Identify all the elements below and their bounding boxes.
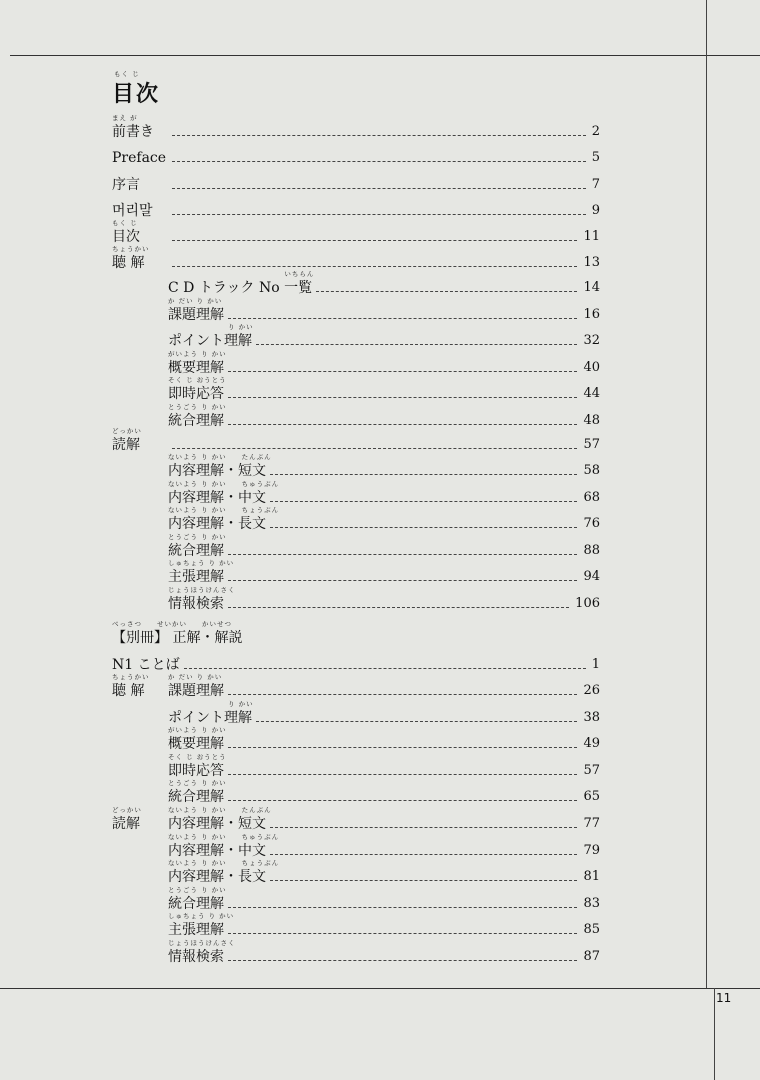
entry-text: Preface	[112, 150, 167, 166]
toc-entry-label	[168, 376, 227, 404]
page-ref: 57	[583, 762, 600, 778]
leader-dots	[228, 774, 577, 775]
toc-entry-label	[168, 885, 227, 914]
page-ref: 68	[583, 489, 600, 505]
toc-entry[interactable]	[0, 245, 760, 273]
toc-entry-label	[168, 270, 315, 298]
page-ref: 9	[591, 203, 600, 218]
toc-entry-label	[168, 532, 227, 561]
entry-ruby: しゅちょう り かい	[168, 559, 235, 568]
entry-ruby: とうごう り かい	[168, 402, 227, 411]
appendix-listening-label-ruby: ちょうかい	[112, 673, 150, 681]
entry-text: 内容理解・長文	[168, 869, 266, 886]
toc-entry[interactable]	[0, 506, 760, 534]
entry-ruby: ないよう り かい ちょうぶん	[168, 506, 280, 515]
toc-entry-label	[168, 323, 254, 351]
entry-ruby: ないよう り かい たんぶん	[168, 453, 272, 461]
toc-entry[interactable]	[0, 453, 760, 481]
toc-entry-label	[168, 779, 227, 807]
page-ref: 48	[583, 412, 600, 428]
entry-text: 統合理解	[168, 789, 224, 805]
entry-ruby: がいよう り かい	[168, 349, 227, 358]
entry-ruby: そく じ おうとう	[168, 376, 227, 384]
entry-text: 統合理解	[168, 412, 224, 429]
entry-ruby: ないよう り かい ちゅうぶん	[168, 832, 280, 841]
appendix-heading-ruby: べっさつ せいかい かいせつ	[112, 620, 232, 628]
entry-ruby: ないよう り かい ちょうぶん	[168, 859, 280, 868]
toc-entry-label	[168, 296, 224, 325]
toc-entry-label	[112, 148, 166, 168]
leader-dots	[316, 291, 577, 292]
page-ref: 85	[583, 922, 600, 938]
entry-text: 読解	[112, 437, 140, 453]
entry-ruby: り かい	[228, 699, 254, 708]
entry-ruby: ないよう り かい ちゅうぶん	[168, 479, 280, 488]
toc-entry[interactable]	[0, 859, 760, 887]
entry-ruby: か だい り かい	[168, 296, 223, 305]
entry-text: 序言	[112, 177, 140, 193]
leader-dots	[228, 371, 577, 372]
entry-text: ポイント理解	[168, 709, 252, 726]
page-ref: 26	[583, 683, 600, 698]
entry-text: 内容理解・中文	[168, 489, 266, 506]
toc-entry-label	[168, 912, 235, 940]
toc-entry[interactable]	[0, 726, 760, 754]
leader-dots	[228, 580, 577, 581]
leader-dots	[256, 344, 577, 345]
toc-entry[interactable]	[0, 349, 760, 378]
page-ref: 79	[583, 842, 600, 858]
toc-entry-label	[168, 699, 254, 728]
leader-dots	[228, 933, 577, 934]
toc-entry[interactable]	[0, 699, 760, 728]
leader-dots	[172, 448, 577, 449]
page-ref: 106	[575, 596, 600, 611]
toc-entry[interactable]	[0, 586, 760, 614]
page-ref: 81	[583, 869, 600, 885]
toc-entry-label	[112, 655, 180, 675]
page-ref: 38	[583, 709, 600, 725]
toc-entry[interactable]	[0, 270, 760, 298]
page-ref: 14	[583, 280, 600, 295]
entry-text: 머리말	[112, 203, 153, 219]
page-ref: 1	[591, 657, 600, 672]
toc-entry-label	[168, 349, 227, 378]
appendix-heading	[112, 620, 243, 648]
toc-entry[interactable]	[0, 427, 760, 455]
toc-entry[interactable]	[0, 559, 760, 587]
toc-entry-label	[168, 586, 236, 614]
entry-text: 即時応答	[168, 386, 224, 402]
appendix-heading-text: 【別冊】 正解・解説	[112, 630, 243, 646]
entry-text: 内容理解・中文	[168, 842, 266, 859]
page-ref: 83	[583, 895, 600, 911]
toc-entry-label	[168, 726, 227, 754]
leader-dots	[270, 501, 577, 502]
toc-entry-label	[112, 175, 140, 195]
entry-ruby: じょうほうけんさく	[168, 586, 236, 594]
page-title: 目次	[112, 81, 161, 107]
page-ref: 32	[583, 333, 600, 348]
page-ref: 44	[583, 386, 600, 401]
entry-ruby: ちょうかい	[112, 245, 150, 253]
entry-text: 聴 解	[112, 255, 145, 271]
leader-dots	[172, 135, 586, 136]
page-ref: 76	[583, 516, 600, 532]
page-ref: 2	[591, 124, 600, 139]
toc-entry-label	[168, 806, 272, 834]
page-ref: 13	[583, 255, 600, 270]
leader-dots	[172, 214, 586, 215]
leader-dots	[270, 854, 577, 855]
toc-entry-label	[112, 245, 150, 273]
leader-dots	[228, 607, 569, 608]
toc-entry[interactable]	[0, 939, 760, 967]
entry-ruby: じょうほうけんさく	[168, 939, 236, 947]
entry-text: C D トラック No 一覧	[168, 280, 313, 296]
leader-dots	[270, 827, 577, 828]
leader-dots	[228, 694, 577, 695]
title-ruby: もく じ	[114, 70, 140, 78]
toc-entry-label	[168, 453, 272, 481]
page-ref: 5	[591, 150, 600, 165]
toc-entry-label	[168, 859, 280, 887]
toc-entry[interactable]	[0, 655, 760, 675]
entry-ruby: まえ が	[112, 114, 138, 122]
toc-entry-label	[168, 402, 227, 431]
entry-ruby: ないよう り かい たんぶん	[168, 806, 272, 814]
page-ref: 88	[583, 542, 600, 558]
entry-text: 統合理解	[168, 542, 224, 559]
page-ref: 7	[591, 177, 600, 192]
leader-dots	[228, 397, 577, 398]
toc-entry[interactable]	[0, 832, 760, 861]
appendix-reading-label-ruby: どっかい	[112, 806, 142, 814]
entry-text: 課題理解	[168, 683, 224, 699]
entry-text: 情報検索	[168, 596, 224, 612]
page-ref: 49	[583, 736, 600, 751]
leader-dots	[228, 907, 577, 908]
footer-divider	[714, 988, 715, 1080]
entry-ruby: とうごう り かい	[168, 779, 227, 787]
entry-ruby: しゅちょう り かい	[168, 912, 235, 921]
toc-entry[interactable]	[0, 175, 760, 195]
toc-entry[interactable]	[0, 114, 760, 142]
leader-dots	[228, 800, 577, 801]
toc-entry[interactable]	[0, 779, 760, 807]
entry-text: 主張理解	[168, 569, 224, 586]
toc-entry[interactable]	[0, 219, 760, 247]
leader-dots	[184, 668, 586, 669]
toc-entry[interactable]	[0, 479, 760, 508]
page-ref: 11	[583, 229, 600, 244]
entry-ruby: もく じ	[112, 219, 138, 227]
toc-entry-label	[168, 832, 280, 861]
leader-dots	[228, 960, 577, 961]
appendix-reading-label-text: 読解	[112, 816, 140, 832]
entry-text: ポイント理解	[168, 333, 252, 349]
toc-entry[interactable]	[0, 912, 760, 940]
toc-entry[interactable]	[0, 885, 760, 914]
entry-ruby: そく じ おうとう	[168, 752, 227, 761]
entry-text: 前書き	[112, 124, 154, 140]
page-ref: 65	[583, 789, 600, 804]
toc-entry[interactable]	[0, 752, 760, 781]
toc-entry-label	[168, 673, 224, 701]
leader-dots	[256, 721, 577, 722]
page-ref: 40	[583, 359, 600, 375]
toc-entry[interactable]	[0, 201, 760, 221]
entry-ruby: か だい り かい	[168, 673, 223, 681]
entry-text: N1 ことば	[112, 657, 180, 673]
entry-text: 内容理解・短文	[168, 816, 266, 832]
entry-ruby: がいよう り かい	[168, 726, 227, 734]
entry-text: 即時応答	[168, 762, 224, 779]
toc-entry[interactable]	[0, 532, 760, 561]
entry-ruby: いちらん	[284, 270, 315, 278]
entry-text: 情報検索	[168, 949, 224, 965]
leader-dots	[172, 240, 577, 241]
toc-entry-label	[112, 219, 140, 247]
page-ref: 87	[583, 949, 600, 964]
leader-dots	[270, 527, 577, 528]
appendix-listening-label-text: 聴 解	[112, 683, 145, 699]
toc-entry[interactable]	[0, 323, 760, 351]
bottom-rule	[0, 988, 760, 989]
page-ref: 94	[583, 569, 600, 585]
leader-dots	[228, 318, 577, 319]
entry-text: 概要理解	[168, 359, 224, 376]
entry-ruby: とうごう り かい	[168, 885, 227, 894]
leader-dots	[270, 474, 577, 475]
page-ref: 16	[583, 306, 600, 322]
entry-text: 内容理解・短文	[168, 463, 266, 479]
entry-text: 目次	[112, 229, 140, 245]
leader-dots	[228, 747, 577, 748]
entry-ruby: り かい	[228, 323, 254, 331]
entry-ruby: とうごう り かい	[168, 532, 227, 541]
toc-entry-label	[168, 559, 235, 587]
leader-dots	[270, 880, 577, 881]
toc-entry-label	[112, 201, 153, 221]
leader-dots	[172, 188, 586, 189]
toc-entry-label	[168, 479, 280, 508]
toc-entry[interactable]	[0, 148, 760, 168]
toc-entry-label	[112, 427, 142, 455]
entry-text: 概要理解	[168, 736, 224, 752]
toc-entry[interactable]	[0, 296, 760, 325]
page-number: 11	[716, 991, 732, 1005]
leader-dots	[172, 161, 586, 162]
toc-entry-label	[168, 752, 227, 781]
page-ref: 77	[583, 816, 600, 831]
entry-text: 主張理解	[168, 922, 224, 939]
entry-text: 内容理解・長文	[168, 516, 266, 533]
top-rule	[10, 55, 760, 56]
toc-entry-label	[112, 114, 154, 142]
page-ref: 58	[583, 463, 600, 478]
entry-text: 課題理解	[168, 306, 224, 323]
toc-entry[interactable]	[0, 376, 760, 404]
leader-dots	[228, 554, 577, 555]
leader-dots	[172, 266, 577, 267]
entry-ruby: どっかい	[112, 427, 142, 435]
leader-dots	[228, 424, 577, 425]
toc-entry-label	[168, 506, 280, 534]
page-ref: 57	[583, 437, 600, 452]
entry-text: 統合理解	[168, 895, 224, 912]
toc-entry-label	[168, 939, 236, 967]
